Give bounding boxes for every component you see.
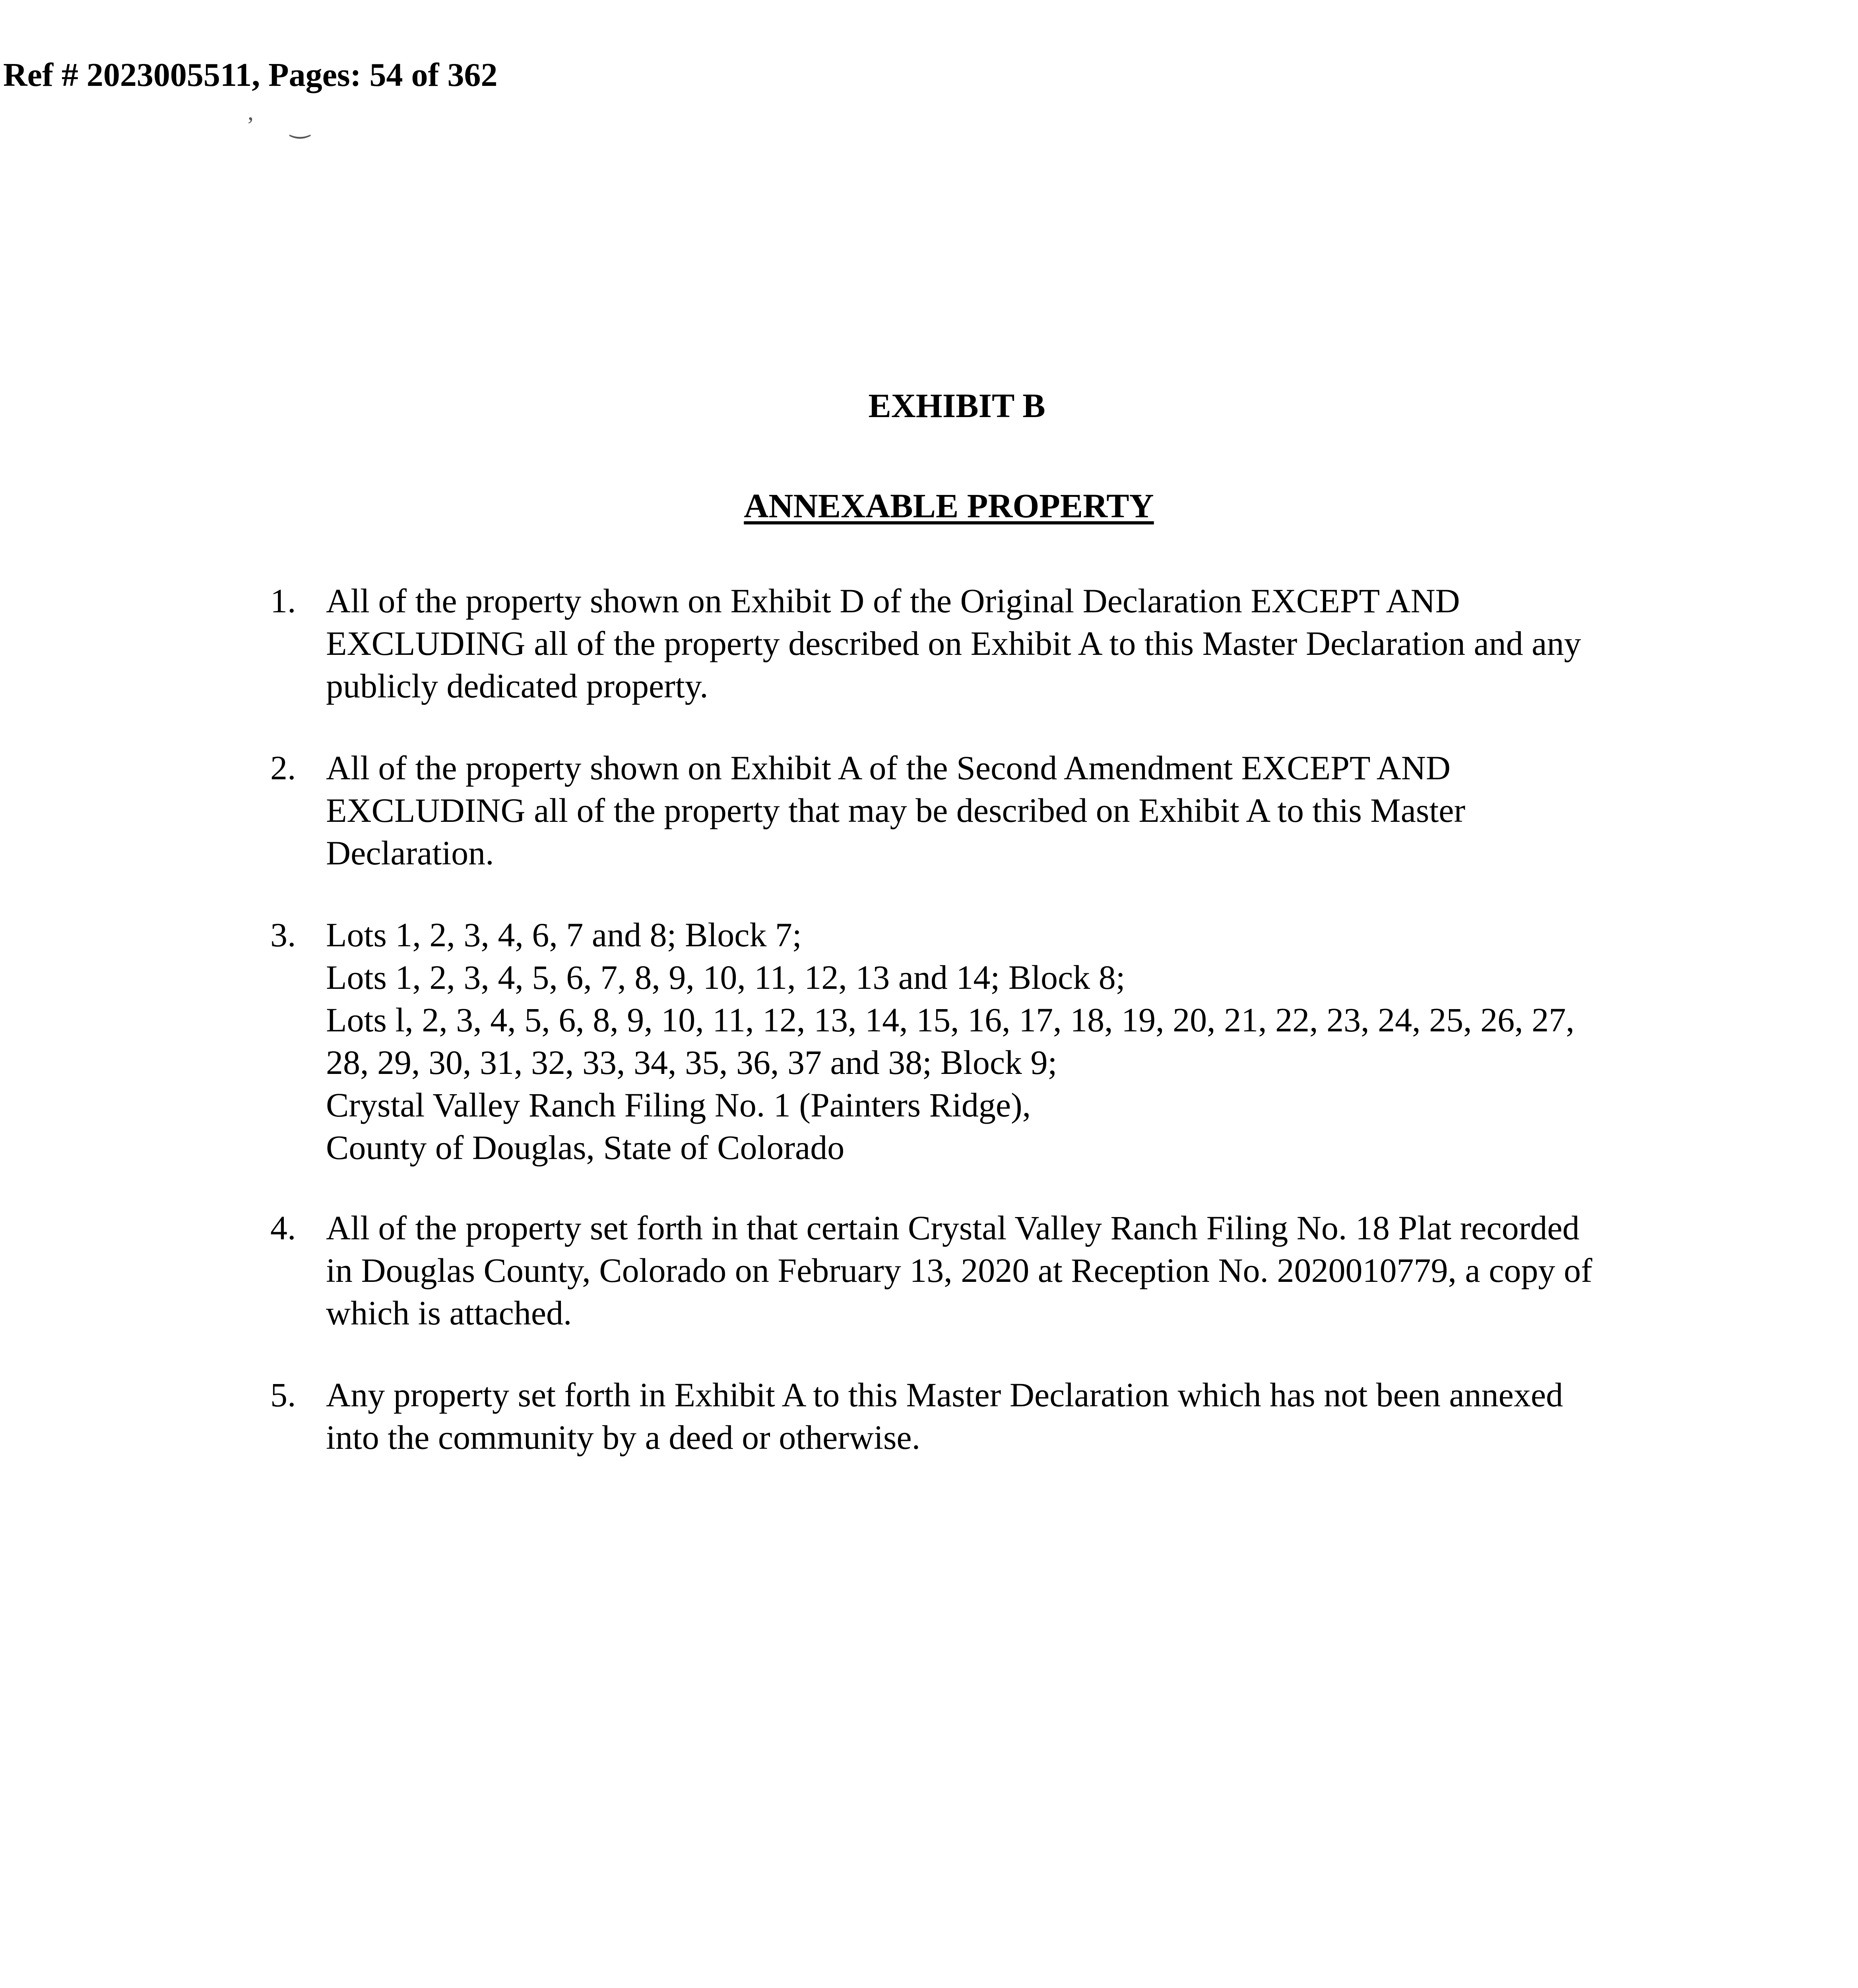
- list-item-5: [270, 1374, 1725, 1459]
- list-item-text: [326, 747, 1725, 874]
- exhibit-title: EXHIBIT B: [868, 386, 1045, 425]
- list-item-line: Lots l, 2, 3, 4, 5, 6, 8, 9, 10, 11, 12, 13, 14, 15, 16, 17, 18, 19, 20, 21, 22, 23, 24, 25, 26, 27,: [326, 1001, 1575, 1039]
- list-item-line: Lots 1, 2, 3, 4, 5, 6, 7, 8, 9, 10, 11, 12, 13 and 14; Block 8;: [326, 958, 1125, 996]
- list-item-number: 2.: [270, 749, 296, 787]
- exhibit-subtitle: ANNEXABLE PROPERTY: [744, 487, 1154, 525]
- list-item-line: Declaration.: [326, 834, 494, 872]
- list-item-line: in Douglas County, Colorado on February 13, 2020 at Reception No. 2020010779, a copy of: [326, 1251, 1592, 1289]
- list-item-line: 28, 29, 30, 31, 32, 33, 34, 35, 36, 37 and 38; Block 9;: [326, 1043, 1057, 1081]
- list-item-3: [270, 914, 1725, 1169]
- list-item-line: EXCLUDING all of the property that may be described on Exhibit A to this Master: [326, 791, 1466, 829]
- list-item-number: 3.: [270, 916, 296, 954]
- list-item-number: 1.: [270, 582, 296, 620]
- list-item-line: Any property set forth in Exhibit A to this Master Declaration which has not been annexed: [326, 1376, 1563, 1414]
- list-item-number: 5.: [270, 1376, 296, 1414]
- list-item-line: Crystal Valley Ranch Filing No. 1 (Painters Ridge),: [326, 1086, 1031, 1124]
- list-item-line: which is attached.: [326, 1294, 572, 1332]
- list-item-line: All of the property shown on Exhibit D of the Original Declaration EXCEPT AND: [326, 582, 1460, 620]
- list-item-line: EXCLUDING all of the property described on Exhibit A to this Master Declaration and any: [326, 624, 1581, 662]
- list-item-text: [326, 1374, 1725, 1459]
- scan-artifact-mark: ’ ‿: [246, 112, 326, 138]
- list-item-line: County of Douglas, State of Colorado: [326, 1128, 845, 1167]
- list-item-text: [326, 580, 1725, 707]
- list-item-line: All of the property set forth in that certain Crystal Valley Ranch Filing No. 18 Plat recorded: [326, 1209, 1580, 1247]
- list-item-text: [326, 1207, 1725, 1334]
- list-item-2: [270, 747, 1725, 874]
- list-item-4: [270, 1207, 1725, 1334]
- list-item-text: [326, 914, 1725, 1169]
- list-item-line: Lots 1, 2, 3, 4, 6, 7 and 8; Block 7;: [326, 916, 802, 954]
- recording-reference-header: Ref # 2023005511, Pages: 54 of 362: [3, 56, 498, 93]
- list-item-1: [270, 580, 1725, 707]
- list-item-line: publicly dedicated property.: [326, 667, 708, 705]
- list-item-line: All of the property shown on Exhibit A of the Second Amendment EXCEPT AND: [326, 749, 1451, 787]
- list-item-line: into the community by a deed or otherwise.: [326, 1418, 921, 1456]
- list-item-number: 4.: [270, 1209, 296, 1247]
